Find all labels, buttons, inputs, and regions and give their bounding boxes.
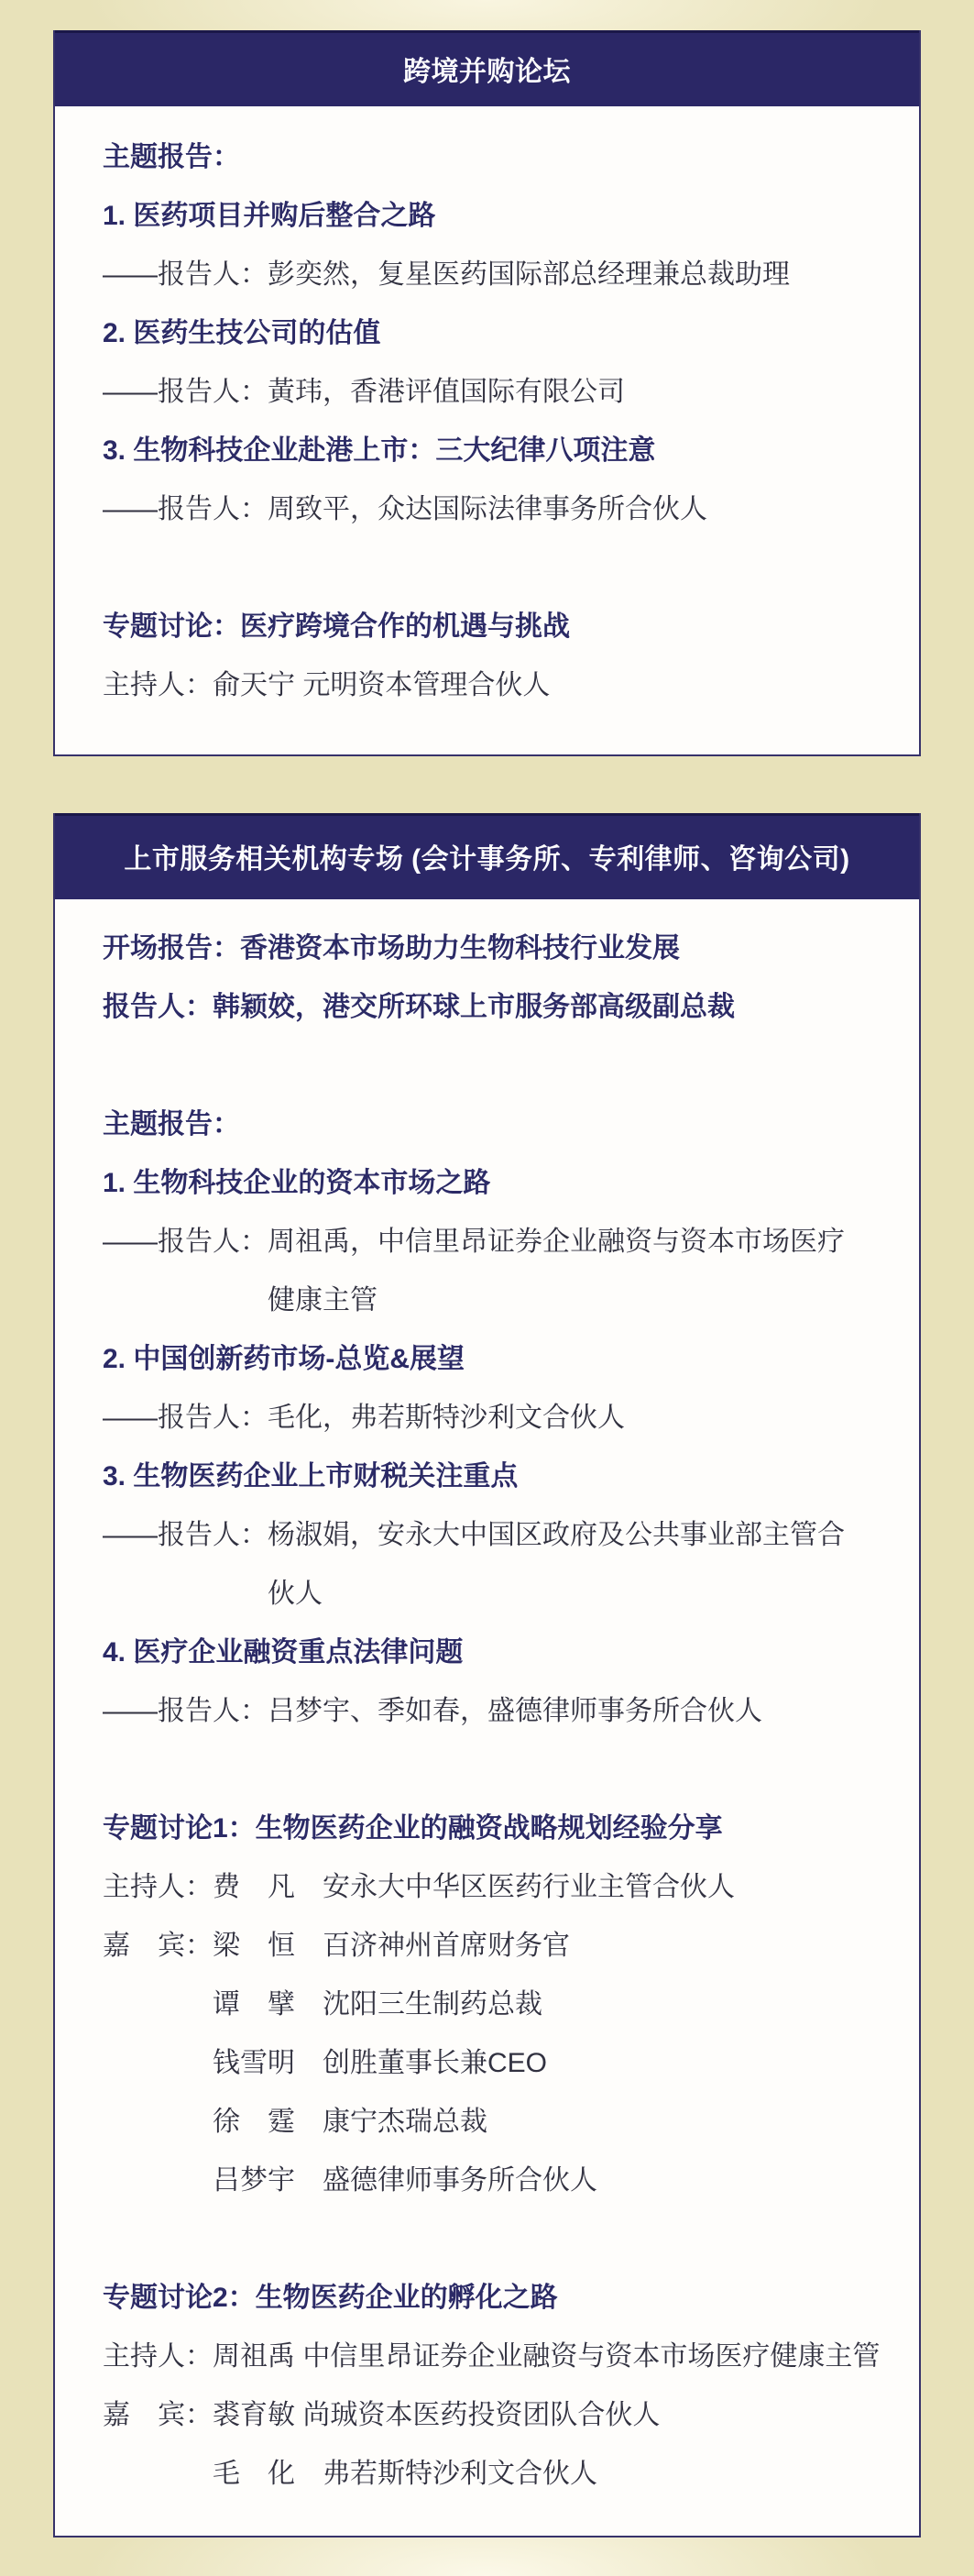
panel-1-title: 跨境并购论坛 [403,56,571,87]
agenda-spacer [103,539,903,598]
agenda-text: ——报告人：周祖禹，中信里昂证券企业融资与资本市场医疗 [103,1227,845,1257]
agenda-spacer [103,1741,903,1800]
agenda-text: 嘉 宾：梁 恒 百济神州首席财务官 [103,1931,570,1961]
panel-cross-border-forum [53,30,921,756]
agenda-heading: 4. 医疗企业融资重点法律问题 [103,1637,464,1668]
agenda-text: ——报告人：毛化，弗若斯特沙利文合伙人 [103,1403,625,1433]
agenda-guest-line: 谭 擘 沈阳三生制药总裁 [213,1989,542,2020]
agenda-heading: 2. 中国创新药市场-总览&展望 [103,1344,465,1374]
agenda-heading: 1. 生物科技企业的资本市场之路 [103,1168,491,1198]
agenda-guest-line: 吕梦宇 盛德律师事务所合伙人 [213,2165,597,2196]
agenda-spacer [103,2210,903,2269]
agenda-text: 主持人：费 凡 安永大中华区医药行业主管合伙人 [103,1872,735,1902]
agenda-heading: 专题讨论：医疗跨境合作的机遇与挑战 [103,611,570,642]
panel-2-title: 上市服务相关机构专场 (会计事务所、专利律师、咨询公司) [124,844,850,875]
agenda-text: 主持人：俞天宁 元明资本管理合伙人 [103,670,551,700]
agenda-text-continuation: 伙人 [268,1579,323,1609]
agenda-text: ——报告人：吕梦宇、季如春，盛德律师事务所合伙人 [103,1696,762,1726]
agenda-heading: 报告人：韩颖姣，港交所环球上市服务部高级副总裁 [103,992,735,1022]
agenda-heading: 2. 医药生技公司的估值 [103,318,381,348]
agenda-text: 主持人：周祖禹 中信里昂证券企业融资与资本市场医疗健康主管 [103,2341,881,2372]
agenda-guest-line: 徐 霆 康宁杰瑞总裁 [213,2107,487,2137]
panel-2-body [55,899,919,2504]
agenda-heading: 1. 医药项目并购后整合之路 [103,201,436,231]
agenda-text: ——报告人：周致平，众达国际法律事务所合伙人 [103,494,707,524]
agenda-heading: 3. 生物科技企业赴港上市：三大纪律八项注意 [103,435,656,466]
panel-2-header [53,813,921,899]
agenda-text: ——报告人：黃玮，香港评值国际有限公司 [103,377,625,407]
agenda-heading: 专题讨论1：生物医药企业的融资战略规划经验分享 [103,1813,723,1844]
agenda-text: ——报告人：杨淑娟，安永大中国区政府及公共事业部主管合 [103,1520,845,1550]
agenda-heading: 开场报告：香港资本市场助力生物科技行业发展 [103,933,680,963]
panel-1-header [53,30,921,106]
agenda-spacer [103,1037,903,1095]
agenda-heading: 主题报告： [103,1109,240,1139]
agenda-heading: 专题讨论2：生物医药企业的孵化之路 [103,2283,558,2313]
panel-listing-services-session [53,813,921,2537]
agenda-text: ——报告人：彭奕然，复星医药国际部总经理兼总裁助理 [103,259,790,290]
agenda-guest-line: 钱雪明 创胜董事长兼CEO [213,2048,548,2078]
agenda-text-continuation: 健康主管 [268,1285,378,1316]
panel-1-body [55,106,919,715]
agenda-text: 嘉 宾：裘育敏 尚珹资本医药投资团队合伙人 [103,2400,661,2430]
agenda-heading: 3. 生物医药企业上市财税关注重点 [103,1461,519,1492]
agenda-guest-line: 毛 化 弗若斯特沙利文合伙人 [213,2459,597,2489]
agenda-heading: 主题报告： [103,142,240,172]
